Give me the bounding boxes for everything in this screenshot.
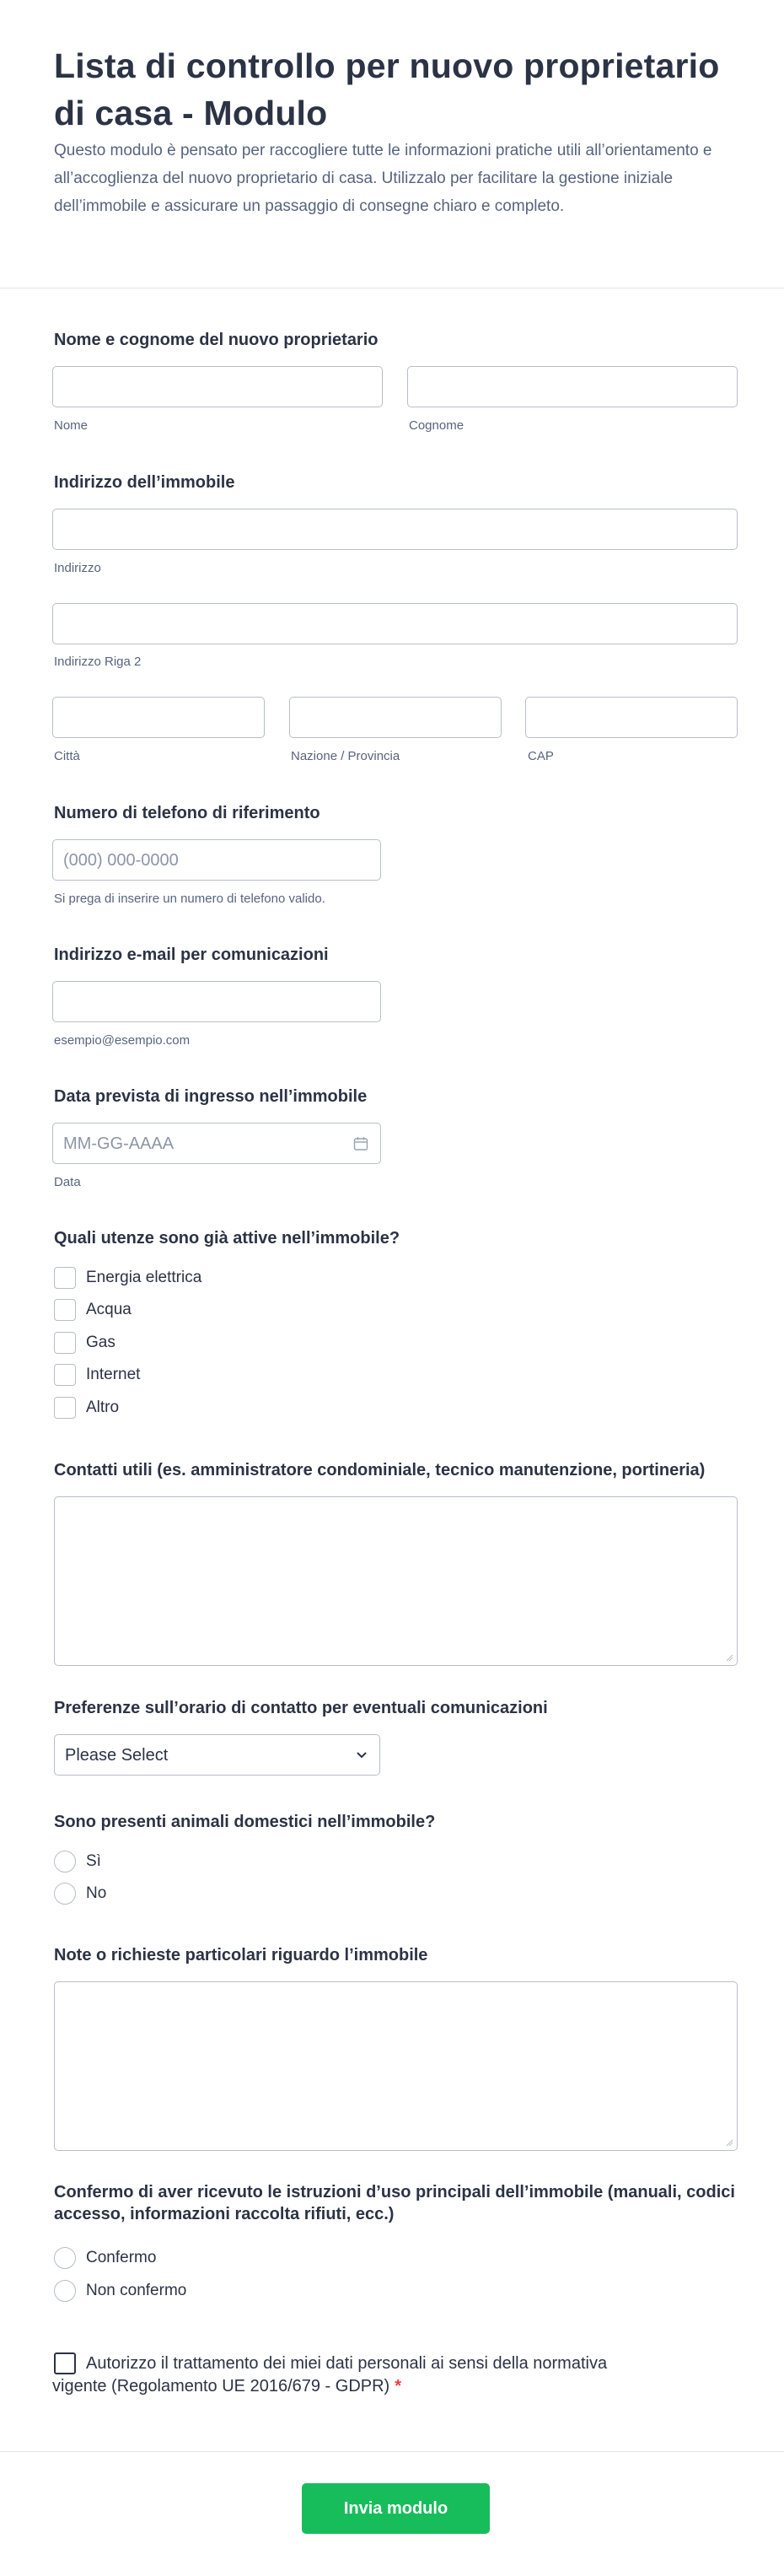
option-label: Altro [86,1398,120,1416]
checkbox[interactable] [54,1299,76,1321]
date-label: Data prevista di ingresso nell’immobile [54,1087,368,1106]
date-placeholder: MM-GG-AAAA [63,1134,175,1153]
utility-option[interactable] [54,1397,119,1419]
option-label: No [86,1884,107,1902]
option-label: Gas [86,1334,115,1351]
address-line2-input[interactable] [52,603,738,644]
submit-button[interactable]: Invia modulo [302,2483,490,2534]
resize-grip-icon[interactable] [725,1653,733,1662]
instructions-option[interactable] [54,2280,186,2302]
option-label: Energia elettrica [86,1269,202,1286]
radio-button[interactable] [54,1883,76,1905]
address-label: Indirizzo dell’immobile [54,473,235,492]
instructions-label-line2: accesso, informazioni raccolta rifiuti, ecc.) [54,2205,395,2223]
option-label: Acqua [86,1301,132,1318]
pets-label: Sono presenti animali domestici nell’immobile? [54,1813,436,1831]
consent-text-line1: Autorizzo il trattamento dei miei dati personali ai sensi della normativa [86,2354,608,2373]
footer-divider [0,2451,784,2452]
date-sublabel: Data [54,1175,81,1189]
phone-label: Numero di telefono di riferimento [54,804,320,822]
contact-time-select[interactable] [54,1734,380,1776]
consent-text-line2 [52,2375,401,2397]
contact-time-label: Preferenze sull’orario di contatto per eventuali comunicazioni [54,1699,548,1717]
required-asterisk: * [395,2377,402,2395]
notes-textarea[interactable] [54,1981,738,2151]
instructions-option[interactable] [54,2247,156,2269]
last-name-input[interactable] [407,366,738,407]
address-line2-sublabel: Indirizzo Riga 2 [54,655,142,669]
email-input[interactable] [52,981,381,1022]
form-header [0,0,784,288]
name-label: Nome e cognome del nuovo proprietario [54,331,379,349]
address-line1-sublabel: Indirizzo [54,561,101,575]
checkbox[interactable] [54,1364,76,1386]
option-label: Confermo [86,2249,157,2266]
utility-option[interactable] [54,1332,115,1354]
phone-input[interactable] [52,839,381,881]
calendar-icon[interactable] [353,1136,368,1151]
email-label: Indirizzo e-mail per comunicazioni [54,946,329,964]
resize-grip-icon[interactable] [725,2138,733,2147]
first-name-sublabel: Nome [54,418,89,433]
select-value: Please Select [65,1746,169,1765]
form-description: Questo modulo è pensato per raccogliere tutte le informazioni pratiche utili all’orientamento e all’accoglienza del nuovo proprietario di casa. Utilizzalo per facilitare la gestione iniziale dell’immobile e assicurare un passaggio di consegne chiaro e completo. [54,142,712,215]
contacts-textarea[interactable] [54,1496,738,1666]
notes-label: Note o richieste particolari riguardo l’immobile [54,1946,428,1964]
utility-option[interactable] [54,1364,140,1386]
option-label: Non confermo [86,2282,187,2299]
state-input[interactable] [289,697,502,738]
consent-text: vigente (Regolamento UE 2016/679 - GDPR) [52,2377,390,2395]
pets-option[interactable] [54,1883,106,1905]
pets-option[interactable] [54,1851,101,1873]
phone-sublabel: Si prega di inserire un numero di telefono valido. [54,892,325,906]
instructions-label-line1: Confermo di aver ricevuto le istruzioni d’uso principali dell’immobile (manuali, codici [54,2183,735,2201]
chevron-down-icon [356,1751,368,1760]
option-label: Sì [86,1852,101,1870]
phone-placeholder: (000) 000-0000 [63,851,179,870]
date-input[interactable] [52,1123,381,1164]
contacts-label: Contatti utili (es. amministratore condominiale, tecnico manutenzione, portineria) [54,1461,706,1479]
state-sublabel: Nazione / Provincia [291,749,400,763]
checkbox[interactable] [54,1397,76,1419]
address-line1-input[interactable] [52,509,738,550]
zip-input[interactable] [525,697,738,738]
radio-button[interactable] [54,1851,76,1873]
form-title: Lista di controllo per nuovo proprietario di casa - Modulo [54,46,720,132]
city-input[interactable] [52,697,265,738]
zip-sublabel: CAP [528,749,554,763]
checkbox[interactable] [54,1332,76,1354]
radio-button[interactable] [54,2247,76,2269]
form-body [0,288,784,2448]
checkbox[interactable] [54,1267,76,1289]
last-name-sublabel: Cognome [409,418,464,433]
first-name-input[interactable] [52,366,383,407]
city-sublabel: Città [54,749,80,763]
utility-option[interactable] [54,1299,132,1321]
option-label: Internet [86,1366,141,1383]
consent-checkbox[interactable] [54,2352,76,2374]
utility-option[interactable] [54,1267,201,1289]
email-sublabel: esempio@esempio.com [54,1033,191,1048]
radio-button[interactable] [54,2280,76,2302]
utilities-label: Quali utenze sono già attive nell’immobile? [54,1229,400,1248]
